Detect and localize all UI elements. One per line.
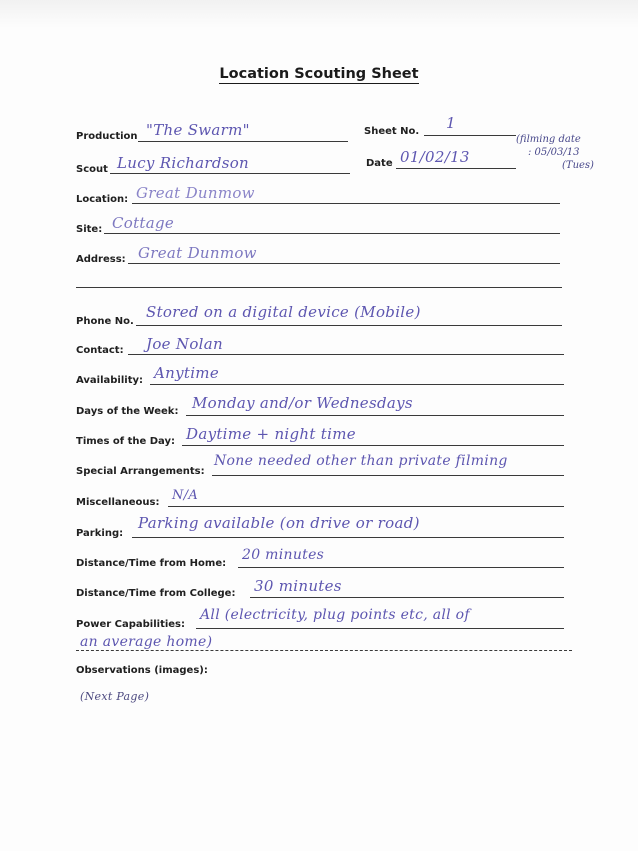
distance-college-line [250, 597, 564, 598]
times-of-day-label: Times of the Day: [76, 436, 176, 447]
miscellaneous-label: Miscellaneous: [76, 497, 160, 508]
location-value: Great Dunmow [136, 184, 255, 202]
days-of-week-label: Days of the Week: [76, 406, 179, 417]
days-of-week-value: Monday and/or Wednesdays [192, 394, 413, 412]
miscellaneous-line [168, 506, 564, 507]
special-arrangements-label: Special Arrangements: [76, 466, 205, 477]
scout-value: Lucy Richardson [117, 154, 250, 172]
scout-label: Scout [76, 164, 108, 175]
distance-home-value: 20 minutes [242, 547, 325, 563]
power-line-1 [196, 628, 564, 629]
filming-date-note-3: (Tues) [562, 160, 594, 171]
contact-line [128, 354, 564, 355]
location-label: Location: [76, 194, 129, 205]
power-value-line-1: All (electricity, plug points etc, all of [200, 607, 470, 623]
contact-value: Joe Nolan [146, 335, 223, 353]
scan-edge [0, 0, 638, 28]
distance-college-value: 30 minutes [254, 577, 342, 595]
availability-line [150, 384, 564, 385]
production-value: "The Swarm" [146, 121, 250, 139]
sheet-no-line [424, 135, 516, 136]
contact-label: Contact: [76, 345, 124, 356]
times-of-day-value: Daytime + night time [186, 425, 356, 443]
parking-line [132, 537, 564, 538]
site-label: Site: [76, 224, 103, 235]
special-arrangements-value: None needed other than private filming [214, 453, 508, 469]
address-value: Great Dunmow [138, 244, 257, 262]
availability-value: Anytime [154, 364, 219, 382]
address-line-2 [76, 287, 562, 288]
phone-value: Stored on a digital device (Mobile) [146, 303, 421, 321]
power-value-line-2: an average home) [80, 634, 213, 650]
location-line [132, 203, 560, 204]
sheet-title: Location Scouting Sheet [219, 66, 419, 82]
special-arrangements-line [212, 475, 564, 476]
date-line [396, 168, 516, 169]
distance-home-label: Distance/Time from Home: [76, 558, 227, 569]
power-label: Power Capabilities: [76, 619, 186, 630]
address-line-1 [128, 263, 560, 264]
times-of-day-line [182, 445, 564, 446]
availability-label: Availability: [76, 375, 143, 386]
parking-value: Parking available (on drive or road) [138, 514, 420, 532]
filming-date-note-1: (filming date [516, 134, 581, 145]
distance-college-label: Distance/Time from College: [76, 588, 236, 599]
sheet-no-label: Sheet No. [364, 126, 420, 137]
date-value: 01/02/13 [400, 148, 470, 166]
sheet-no-value: 1 [446, 114, 456, 132]
production-label: Production [76, 131, 138, 142]
production-line [138, 141, 348, 142]
site-line [104, 233, 560, 234]
power-line-2 [76, 650, 572, 651]
distance-home-line [238, 567, 564, 568]
miscellaneous-value: N/A [172, 488, 199, 503]
phone-label: Phone No. [76, 316, 134, 327]
address-label: Address: [76, 254, 126, 265]
parking-label: Parking: [76, 528, 124, 539]
scout-line [110, 173, 350, 174]
date-label: Date [366, 158, 393, 169]
phone-line [136, 325, 562, 326]
filming-date-note-2: : 05/03/13 [528, 147, 580, 158]
observations-value: (Next Page) [80, 690, 150, 703]
days-of-week-line [186, 415, 564, 416]
site-value: Cottage [112, 214, 175, 232]
observations-label: Observations (images): [76, 665, 208, 676]
